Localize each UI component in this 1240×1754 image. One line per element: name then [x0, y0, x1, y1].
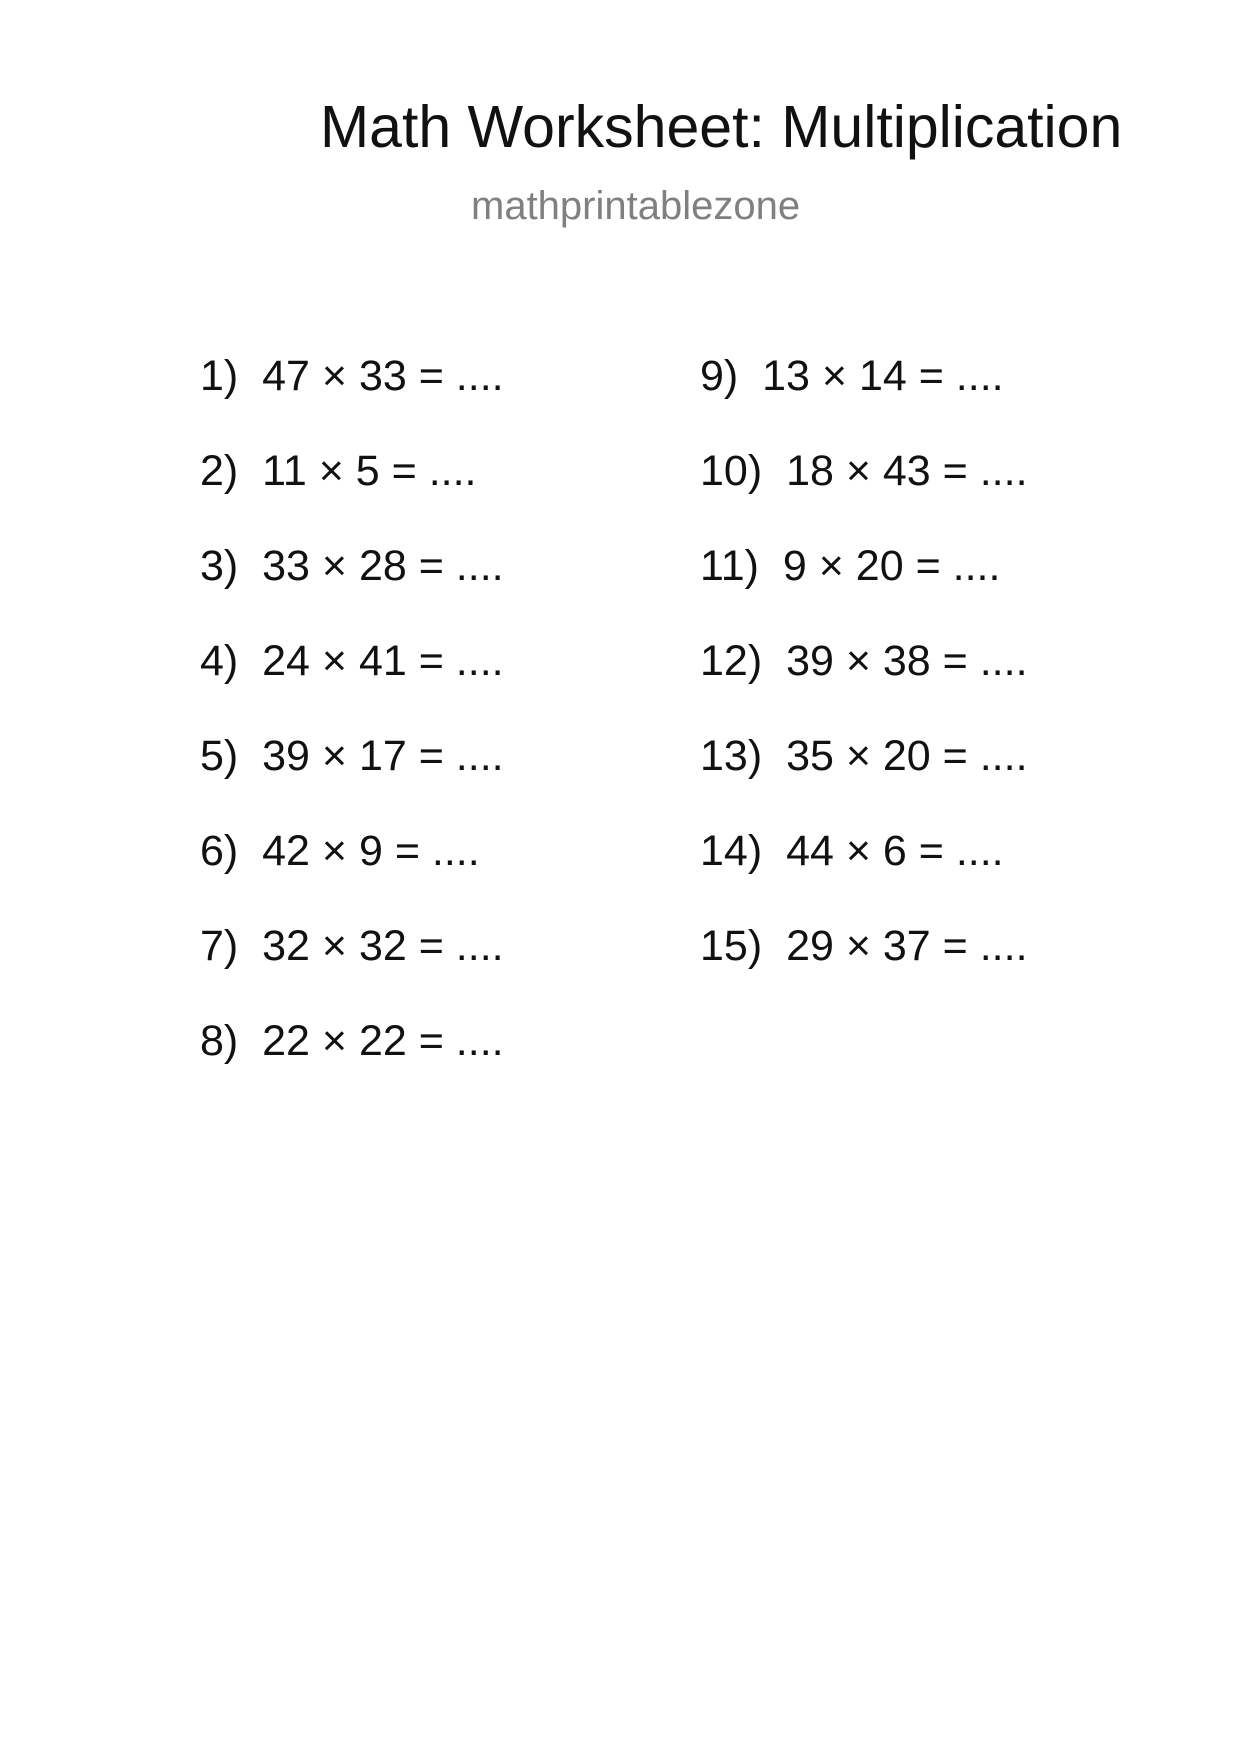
problem-column-right — [700, 352, 1028, 1017]
problem-11 — [700, 542, 1028, 637]
problem-number: 9) — [700, 352, 739, 400]
problem-expression: 22 × 22 = .... — [262, 1017, 504, 1065]
problem-expression: 24 × 41 = .... — [262, 637, 504, 685]
problem-number: 7) — [200, 922, 239, 970]
problem-expression: 9 × 20 = .... — [782, 542, 1001, 590]
problem-number: 2) — [200, 447, 239, 495]
problem-number: 8) — [200, 1017, 239, 1065]
problem-expression: 29 × 37 = .... — [786, 922, 1028, 970]
problem-number: 10) — [700, 447, 763, 495]
problem-9 — [700, 352, 1028, 447]
problem-number: 12) — [700, 637, 763, 685]
problem-column-left — [200, 352, 504, 1112]
problem-number: 14) — [700, 827, 763, 875]
problem-expression: 47 × 33 = .... — [262, 352, 504, 400]
problem-expression: 39 × 17 = .... — [262, 732, 504, 780]
problem-expression: 42 × 9 = .... — [262, 827, 480, 875]
problem-expression: 33 × 28 = .... — [262, 542, 504, 590]
problem-7 — [200, 922, 504, 1017]
problem-expression: 18 × 43 = .... — [786, 447, 1028, 495]
problem-number: 1) — [200, 352, 239, 400]
problem-expression: 44 × 6 = .... — [786, 827, 1004, 875]
problem-number: 4) — [200, 637, 239, 685]
problem-number: 15) — [700, 922, 763, 970]
problem-number: 6) — [200, 827, 239, 875]
problem-5 — [200, 732, 504, 827]
problem-10 — [700, 447, 1028, 542]
worksheet-title: Math Worksheet: Multiplication — [320, 94, 1123, 160]
problem-13 — [700, 732, 1028, 827]
problem-expression: 13 × 14 = .... — [762, 352, 1004, 400]
problem-number: 3) — [200, 542, 239, 590]
problem-4 — [200, 637, 504, 732]
worksheet-subtitle: mathprintablezone — [471, 184, 801, 228]
problem-1 — [200, 352, 504, 447]
problem-12 — [700, 637, 1028, 732]
problem-expression: 32 × 32 = .... — [262, 922, 504, 970]
problem-3 — [200, 542, 504, 637]
problem-14 — [700, 827, 1028, 922]
problem-2 — [200, 447, 504, 542]
problem-15 — [700, 922, 1028, 1017]
problem-6 — [200, 827, 504, 922]
problem-number: 11) — [700, 542, 759, 590]
problem-8 — [200, 1017, 504, 1112]
problem-expression: 35 × 20 = .... — [786, 732, 1028, 780]
problem-number: 5) — [200, 732, 239, 780]
problem-number: 13) — [700, 732, 763, 780]
problem-expression: 11 × 5 = .... — [262, 447, 477, 495]
problem-expression: 39 × 38 = .... — [786, 637, 1028, 685]
